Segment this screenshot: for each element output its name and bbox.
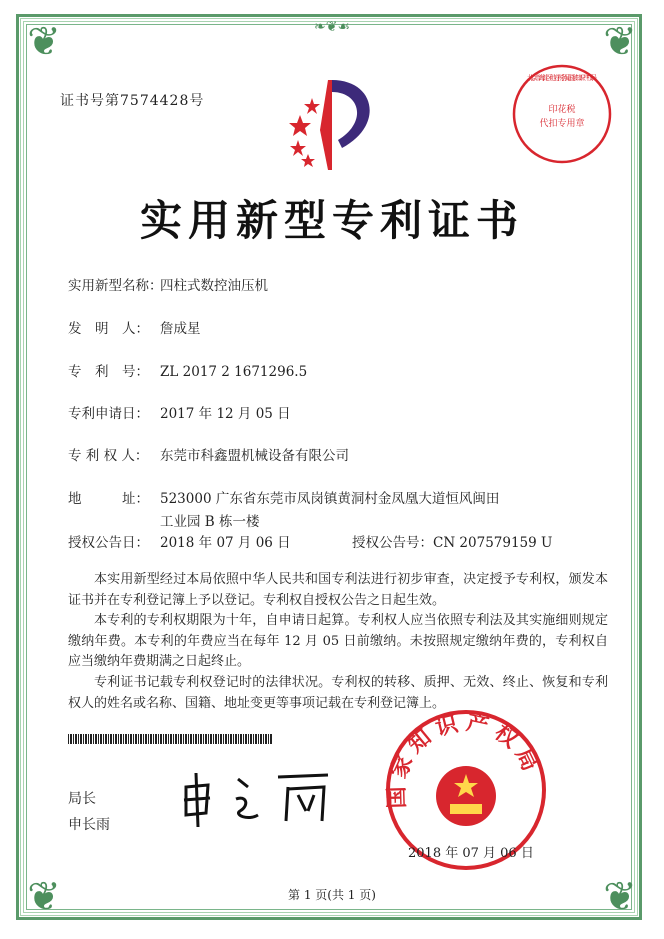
star-icon <box>290 140 306 156</box>
utility-model-name: 实用新型名称：四柱式数控油压机 <box>68 278 268 294</box>
page-title: 实用新型专利证书 <box>139 196 524 245</box>
director-signature <box>178 765 338 835</box>
application-date: 专利申请日： 2017 年 12 月 05 日 <box>68 406 291 422</box>
star-icon <box>304 98 320 114</box>
patent-office-logo <box>280 70 390 175</box>
corner-ornament-icon: ❦ <box>603 874 637 920</box>
corner-ornament-icon: ❦ <box>603 19 637 65</box>
star-icon <box>289 115 311 136</box>
grant-announcement-number: 授权公告号：CN 207579159 U <box>352 535 553 551</box>
grant-announcement-date: 授权公告日： 2018 年 07 月 06 日 <box>68 535 291 551</box>
svg-text:北京市海淀区地方税务局 国家知识产权局: 北京市海淀区地方税务局 国家知识产权局 <box>527 74 597 82</box>
inventor: 发 明 人： 詹成星 <box>68 321 201 337</box>
svg-text:国家知识产权局: 国家知识产权局 <box>384 709 546 809</box>
corner-ornament-icon: ❦ <box>27 19 61 65</box>
certificate-number: 证书号第7574428号 <box>60 93 205 109</box>
tax-stamp-seal <box>510 62 614 166</box>
director-name: 申长雨 <box>68 817 110 833</box>
paragraph-term: 本专利的专利权期限为十年，自申请日起算。专利权人应当依照专利法及其实施细则规定缴纳年费。本专利的年费应当在每年 12 月 05 日前缴纳。未按照规定缴纳年费的，专利权自应当缴纳年费期满之日起终止。 <box>68 613 608 669</box>
svg-text:代扣专用章: 代扣专用章 <box>539 119 585 129</box>
svg-text:印花税: 印花税 <box>548 105 576 115</box>
star-icon <box>301 154 315 167</box>
paragraph-grant: 本实用新型经过本局依照中华人民共和国专利法进行初步审查，决定授予专利权，颁发本证书并在专利登记簿上予以登记。专利权自授权公告之日起生效。 <box>68 572 608 608</box>
address-line2: 工业园 B 栋一楼 <box>160 514 260 530</box>
patentee: 专 利 权 人： 东莞市科鑫盟机械设备有限公司 <box>68 448 349 464</box>
seal-date: 2018 年 07 月 06 日 <box>408 846 534 861</box>
page-footer: 第 1 页(共 1 页) <box>288 888 376 902</box>
patent-number: 专 利 号： ZL 2017 2 1671296.5 <box>68 364 308 380</box>
top-ornament-icon: ❧❦☙ <box>313 19 350 35</box>
barcode <box>68 734 273 744</box>
director-title: 局长 <box>68 791 96 807</box>
address: 地 址： 523000 广东省东莞市凤岗镇黄洞村金凤凰大道恒风闽田 <box>68 491 500 507</box>
corner-ornament-icon: ❦ <box>27 874 61 920</box>
paragraph-legal-status: 专利证书记载专利权登记时的法律状况。专利权的转移、质押、无效、终止、恢复和专利权人的姓名或名称、国籍、地址变更等事项记载在专利登记簿上。 <box>68 675 608 711</box>
